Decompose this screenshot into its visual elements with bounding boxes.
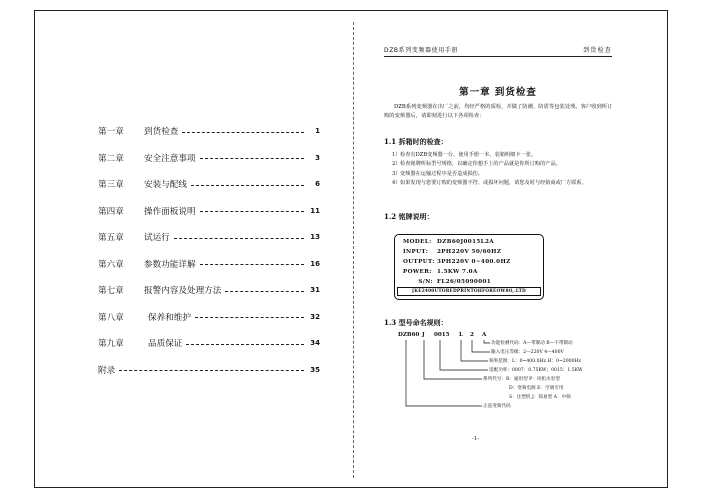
- nameplate-key: INPUT:: [403, 249, 429, 255]
- nameplate-key: MODEL:: [403, 239, 432, 245]
- toc-title: 保养和维护: [148, 312, 191, 323]
- toc-page: 6: [315, 180, 320, 189]
- nameplate-input-row: [403, 249, 501, 255]
- toc-entry[interactable]: [98, 198, 320, 225]
- toc-entry[interactable]: [98, 145, 320, 172]
- toc-page: 11: [310, 206, 320, 215]
- toc-entry[interactable]: [98, 330, 320, 357]
- table-of-contents: [98, 118, 320, 383]
- toc-chapter: 第一章: [98, 127, 124, 138]
- page-number: -1-: [472, 436, 480, 442]
- model-naming-diagram: [394, 332, 624, 422]
- model-code-label: 频率范围：L：0~400.0Hz H：0~2000Hz: [489, 359, 581, 364]
- toc-entry[interactable]: [98, 251, 320, 278]
- toc-leader: [200, 158, 304, 159]
- intro-text: DZB系列变频器在出厂之前，均经严格的质检，并做了防潮、防震等包装处理。客户收到所订购的变频器后，请即刻进行以下各项检查：: [384, 104, 613, 120]
- list-item-number: 3）: [392, 170, 401, 177]
- toc-chapter: 第六章: [98, 259, 124, 270]
- section-heading-1-1: 1.1 拆箱时的检查：: [384, 137, 448, 146]
- toc-title: 安装与配线: [144, 180, 187, 191]
- chapter-title: 第一章 到货检查: [459, 87, 537, 98]
- running-header: [384, 44, 612, 57]
- toc-leader: [225, 291, 304, 292]
- nameplate-model-row: [403, 239, 494, 245]
- toc-chapter: 第七章: [98, 286, 124, 297]
- toc-page: 16: [310, 259, 320, 268]
- toc-chapter: 附录: [98, 365, 116, 376]
- list-item-text: 如果发现与您要订购的变频器不符、或损坏问题，请您及时与经销商或厂方联系。: [400, 179, 587, 186]
- toc-page: 1: [315, 127, 320, 136]
- toc-leader: [191, 185, 304, 186]
- list-item-text: 检查铭牌所标型号规格，以确定你想手上的产品就是你所订购的产品。: [400, 161, 561, 168]
- toc-leader: [119, 370, 304, 371]
- nameplate-key: POWER:: [403, 269, 432, 275]
- nameplate-key: OUTPUT:: [403, 259, 435, 265]
- toc-leader: [174, 238, 304, 239]
- model-code-label: 适配功率：0007：0.75KW；0015：1.5KW: [489, 368, 583, 373]
- list-item-number: 2）: [392, 161, 401, 168]
- toc-title: 试运行: [144, 233, 170, 244]
- list-item-number: 1）: [392, 152, 401, 158]
- toc-chapter: 第二章: [98, 153, 124, 164]
- nameplate-sn-row: [403, 279, 491, 285]
- toc-title: 到货检查: [144, 127, 179, 138]
- toc-entry[interactable]: [98, 304, 320, 331]
- toc-leader: [200, 211, 304, 212]
- nameplate-power-row: [403, 269, 478, 275]
- toc-leader: [200, 264, 304, 265]
- model-code-part: J: [422, 332, 425, 338]
- nameplate-value: 1.5KW 7.0A: [437, 269, 478, 275]
- model-code-part: DZB60: [398, 332, 420, 338]
- toc-title: 报警内容及处理方法: [144, 286, 222, 297]
- list-item: [392, 179, 618, 188]
- model-code-label: D：变频电源 E：空调专用: [509, 386, 564, 391]
- model-code-part: A: [482, 332, 487, 338]
- toc-title: 操作面板说明: [144, 206, 196, 217]
- nameplate-output-row: [403, 259, 511, 265]
- header-manual-title: DZB系列变频器使用手册: [384, 47, 459, 54]
- toc-chapter: 第五章: [98, 233, 124, 244]
- section-heading-1-2: 1.2 铭牌说明：: [384, 212, 434, 221]
- nameplate: [394, 234, 544, 300]
- nameplate-key: S/N:: [418, 279, 433, 285]
- model-code-label: 输入电压等级：2—220V 4—400V: [491, 350, 564, 355]
- toc-page: 34: [310, 339, 320, 348]
- toc-entry[interactable]: [98, 224, 320, 251]
- toc-entry[interactable]: [98, 277, 320, 304]
- toc-page: 32: [310, 312, 320, 321]
- toc-title: 品质保证: [148, 339, 183, 350]
- toc-entry[interactable]: [98, 171, 320, 198]
- model-code-label: S：注塑机 J：简易型 A：中频: [509, 395, 571, 400]
- list-item: [392, 170, 618, 179]
- toc-entry[interactable]: [98, 118, 320, 145]
- page-fold-line: [353, 22, 354, 478]
- check-list: [392, 151, 618, 188]
- model-code-label: 系列代号：B：通用型 P：风机水泵型: [483, 377, 560, 382]
- nameplate-value: 2PH220V 50/60HZ: [437, 249, 502, 255]
- toc-title: 安全注意事项: [144, 153, 196, 164]
- list-item-text: 检查有DZB变频器一台、使用手册一本、装箱明细卡一张。: [400, 152, 537, 158]
- list-item-text: 变频器在运输过程中是否造成损伤。: [400, 170, 484, 177]
- toc-chapter: 第九章: [98, 339, 124, 350]
- model-code-label: 正弦变频代码: [483, 404, 511, 409]
- toc-page: 13: [310, 233, 320, 242]
- list-item: [392, 160, 618, 169]
- toc-page: 3: [315, 153, 320, 162]
- section-heading-1-3: 1.3 型号命名规则：: [384, 318, 448, 327]
- toc-page: 31: [310, 286, 320, 295]
- toc-chapter: 第三章: [98, 180, 124, 191]
- nameplate-value: FL26/05090001: [437, 279, 492, 285]
- toc-chapter: 第八章: [98, 312, 124, 323]
- model-code-part: L: [459, 332, 463, 338]
- toc-title: 参数功能详解: [144, 259, 196, 270]
- model-code-part: 0015: [434, 332, 450, 338]
- list-item-number: 4）: [392, 179, 401, 186]
- header-section-title: 到货检查: [583, 47, 612, 54]
- model-code-part: 2: [470, 332, 474, 338]
- toc-chapter: 第四章: [98, 206, 124, 217]
- model-code-label: 功能检测代码：A—带制动 B—不带制动: [491, 341, 573, 346]
- toc-leader: [195, 317, 304, 318]
- toc-leader: [186, 344, 304, 345]
- toc-entry[interactable]: [98, 357, 320, 384]
- toc-page: 35: [310, 365, 320, 374]
- list-item: [392, 151, 618, 160]
- nameplate-value: DZB60J0015L2A: [437, 239, 495, 245]
- nameplate-company-bar: [KE2400UTOREDPRINTOHFOREOW8O,.LTD: [397, 287, 541, 296]
- intro-paragraph: [384, 103, 616, 121]
- toc-leader: [182, 132, 304, 133]
- nameplate-value: 3PH220V 0~400.0HZ: [437, 259, 511, 265]
